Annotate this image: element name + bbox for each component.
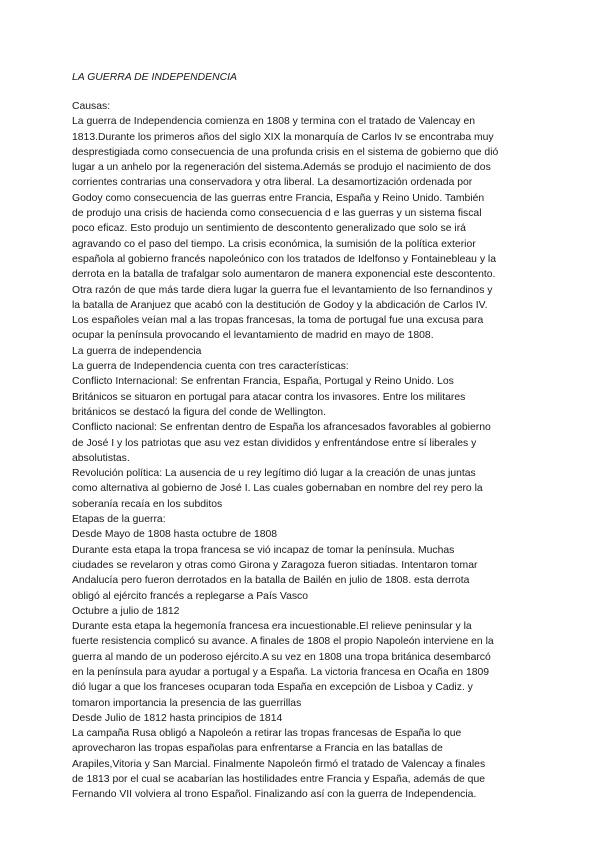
- text-line: ciudades se revelaron y otras como Girona y Zaragoza fueron sitiadas. Intentaron tomar: [72, 559, 478, 571]
- text-line: en la península para ayudar a portugal y a España. La victoria francesa en Ocaña en 1809: [72, 666, 490, 678]
- text-line: como alternativa al gobierno de José I. Las cuales gobernaban en nombre del rey pero la: [72, 483, 483, 495]
- text-line: Causas:: [72, 101, 111, 112]
- text-line: Los españoles veían mal a las tropas francesas, la toma de portugal fue una excusa para: [72, 315, 484, 327]
- text-line: tomaron importancia la presencia de las guerrillas: [72, 697, 302, 709]
- text-line: dió lugar a que los franceses ocuparan toda España en excepción de Lisboa y Cadiz. y: [72, 682, 473, 694]
- text-line: Durante esta etapa la hegemonía francesa era incuestionable.El relieve peninsular y la: [72, 621, 472, 633]
- text-line: de 1813 por el cual se acabarían las hostilidades entre Francia y España, además de que: [72, 774, 486, 786]
- text-line: poco eficaz. Esto produjo un sentimiento de descontento generalizado que solo se irá: [72, 223, 466, 235]
- text-line: La guerra de Independencia cuenta con tres características:: [72, 361, 349, 373]
- text-line: Conflicto nacional: Se enfrentan dentro de España los afrancesados favorables al gobierno: [72, 422, 491, 434]
- text-line: española al gobierno francés napoleónico con los tratados de Idelfonso y Fontainebleau y la: [72, 253, 496, 265]
- text-line: la batalla de Aranjuez que acabó con la destitución de Godoy y la abdicación de Carlos IV.: [72, 299, 488, 311]
- text-line: Desde Mayo de 1808 hasta octubre de 1808: [72, 529, 278, 541]
- document-title: LA GUERRA DE INDEPENDENCIA: [72, 72, 237, 83]
- text-line: de José I y los patriotas que asu vez estan divididos y enfrentándose entre sí liberales y: [72, 437, 477, 449]
- text-line: ocupar la península provocando el levantamiento de madrid en mayo de 1808.: [72, 330, 434, 342]
- text-line: Etapas de la guerra:: [72, 514, 166, 526]
- document-page: [72, 70, 534, 803]
- text-line: absolutistas.: [72, 452, 130, 464]
- text-line: Revolución política: La ausencia de u rey legítimo dió lugar a la creación de unas juntas: [72, 468, 476, 480]
- text-line: guerra al mando de un poderoso ejército.A su vez en 1808 una tropa británica desembarcó: [72, 651, 491, 663]
- text-line: desprestigiada como consecuencia de una profunda crisis en el sistema de gobierno que dió: [72, 146, 499, 158]
- text-line: 1813.Durante los primeros años del siglo XIX la monarquía de Carlos Iv se encontraba muy: [72, 131, 494, 143]
- text-line: derrota en la batalla de trafalgar solo aumentaron de manera exponencial este descontento.: [72, 269, 496, 281]
- text-line: La guerra de independencia: [72, 345, 202, 357]
- text-line: obligó al ejército francés a replegarse a País Vasco: [72, 590, 309, 602]
- text-line: soberanía recaía en los subditos: [72, 498, 223, 510]
- text-line: agravando co el paso del tiempo. La crisis económica, la sumisión de la política exterior: [72, 238, 476, 250]
- text-line: fuerte resistencia complicó su avance. A finales de 1808 el propio Napoleón interviene en la: [72, 636, 494, 648]
- text-line: de produjo una crisis de hacienda como consecuencia d e las guerras y un sistema fiscal: [72, 208, 482, 220]
- text-line: corrientes contrarias una conservadora y otra liberal. La desamortización ordenada por: [72, 177, 473, 189]
- text-line: La campaña Rusa obligó a Napoleón a retirar las tropas francesas de España lo que: [72, 728, 462, 740]
- text-line: Godoy como consecuencia de las guerras entre Francia, España y Reino Unido. También: [72, 192, 485, 204]
- text-line: Desde Julio de 1812 hasta principios de 1814: [72, 712, 283, 724]
- text-line: Andalucía pero fueron derrotados en la batalla de Bailén en julio de 1808. esta derrota: [72, 575, 470, 587]
- text-line: Arapiles,Vitoria y San Marcial. Finalmente Napoleón firmó el tratado de Valencay a finales: [72, 758, 486, 770]
- text-line: británicos se destacó la figura del conde de Wellington.: [72, 406, 326, 418]
- text-line: La guerra de Independencia comienza en 1808 y termina con el tratado de Valencay en: [72, 116, 476, 128]
- document-body: [72, 99, 534, 803]
- text-line: Otra razón de que más tarde diera lugar la guerra fue el levantamiento de lso fernandinos y: [72, 284, 493, 296]
- text-line: Fernando VII volviera al trono Español. Finalizando así con la guerra de Independencia.: [72, 789, 477, 801]
- text-line: lugar a un anhelo por la regeneración del sistema.Además se produjo el nacimiento de dos: [72, 162, 491, 174]
- text-line: Conflicto Internacional: Se enfrentan Francia, España, Portugal y Reino Unido. Los: [72, 376, 454, 388]
- text-line: Británicos se situaron en portugal para atacar contra los invasores. Entre los militares: [72, 391, 466, 403]
- text-line: Octubre a julio de 1812: [72, 605, 180, 617]
- text-line: aprovecharon las tropas españolas para enfrentarse a Francia en las batallas de: [72, 743, 443, 755]
- text-line: Durante esta etapa la tropa francesa se vió incapaz de tomar la península. Muchas: [72, 544, 455, 556]
